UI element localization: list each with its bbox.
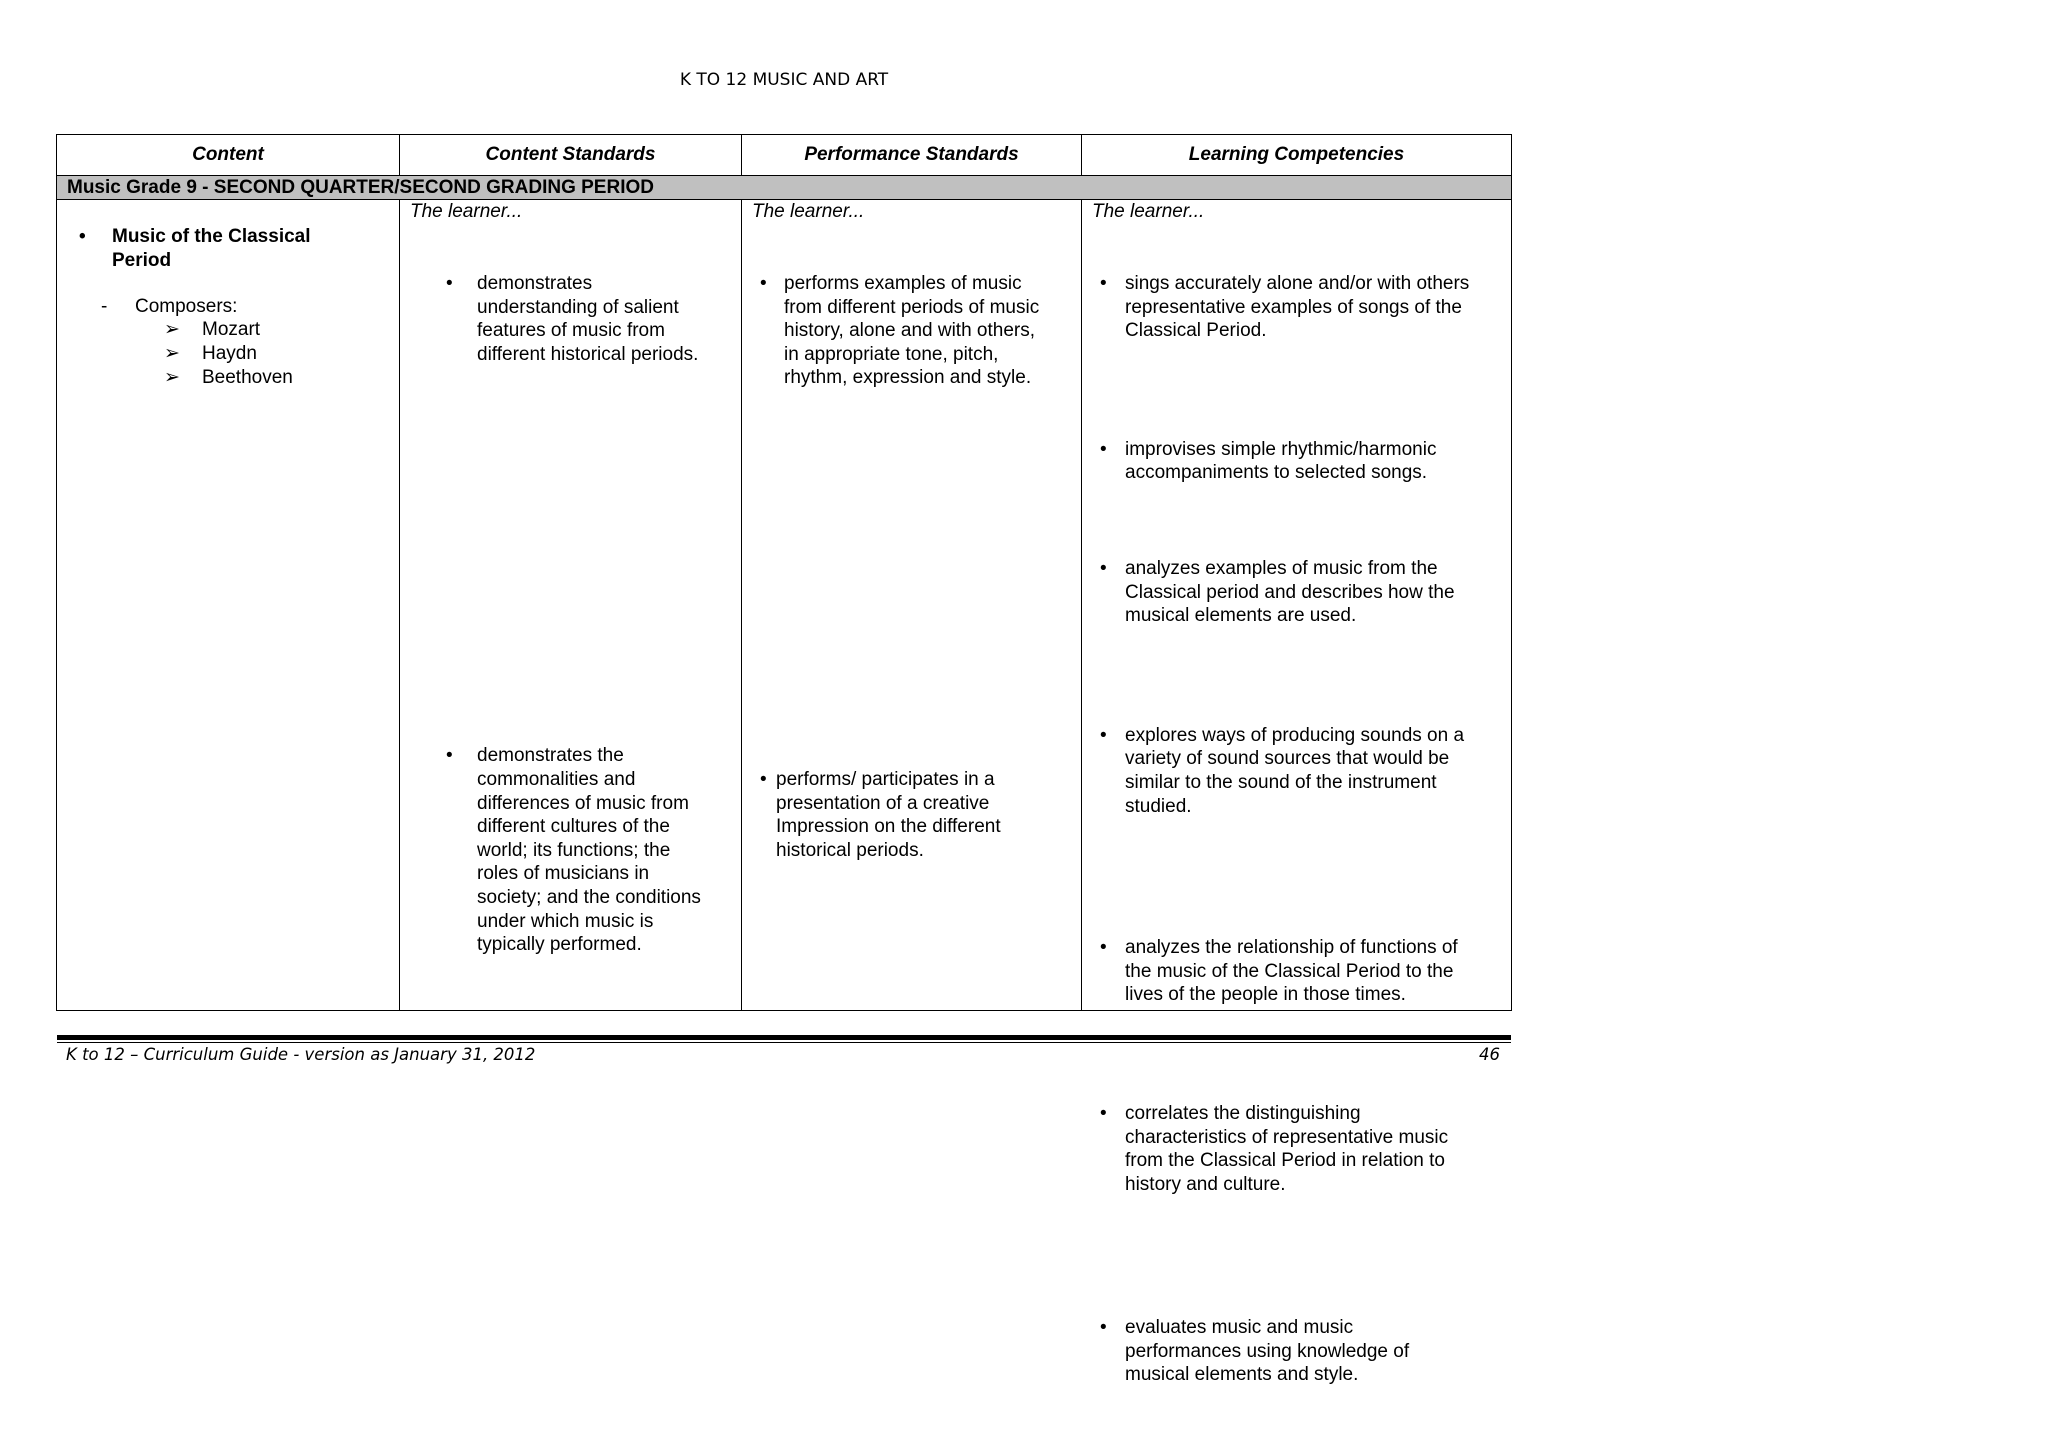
performance-standard-item <box>760 768 1099 862</box>
composer-item <box>164 318 260 342</box>
composer-name: Mozart <box>202 319 261 340</box>
text-line: analyzes examples of music from the <box>1125 557 1438 579</box>
performance-standards-cell <box>742 200 1082 1011</box>
text-line: musical elements are used. <box>1125 605 1357 627</box>
text-line: performances using knowledge of <box>1125 1340 1410 1362</box>
text-line: accompaniments to selected songs. <box>1125 462 1428 484</box>
performance-standard-item <box>760 272 1099 390</box>
text-line: representative examples of songs of the <box>1125 296 1462 318</box>
text-line: Classical Period. <box>1125 320 1267 342</box>
content-standard-item <box>446 272 787 366</box>
text-line: differences of music from <box>477 792 689 814</box>
text-line: Impression on the different <box>776 816 1001 838</box>
text-line: demonstrates <box>477 273 593 294</box>
composer-item <box>164 342 257 366</box>
bullet-icon: • <box>1100 1317 1107 1339</box>
text-line: society; and the conditions <box>477 886 701 908</box>
column-header-content-standards: Content Standards <box>400 135 742 176</box>
text-line: lives of the people in those times. <box>1125 984 1406 1006</box>
competency-item <box>1100 438 1529 485</box>
text-line: sings accurately alone and/or with others <box>1125 273 1470 294</box>
text-line: performs examples of music <box>784 273 1022 294</box>
footer-divider-thin <box>57 1042 1511 1043</box>
text-line: variety of sound sources that would be <box>1125 748 1450 770</box>
text-line: history, alone and with others, <box>784 320 1036 342</box>
header-row <box>57 135 1512 176</box>
text-line: features of music from <box>477 320 665 342</box>
bullet-icon: • <box>1100 557 1107 579</box>
footer-version: K to 12 – Curriculum Guide - version as January 31, 2012 <box>66 1045 536 1064</box>
arrow-bullet-icon: ➢ <box>164 343 180 364</box>
bullet-icon: • <box>79 226 86 247</box>
content-row <box>57 200 1512 1011</box>
text-line: different historical periods. <box>477 343 699 365</box>
text-line: evaluates music and music <box>1125 1317 1354 1339</box>
text-line: analyzes the relationship of functions of <box>1125 937 1458 959</box>
text-line: different cultures of the <box>477 816 670 838</box>
learner-label: The learner... <box>752 201 865 222</box>
composer-name: Haydn <box>202 343 257 364</box>
text-line: history and culture. <box>1125 1173 1286 1195</box>
composer-name: Beethoven <box>202 367 293 388</box>
text-line: understanding of salient <box>477 296 679 318</box>
bullet-icon: • <box>1100 273 1107 294</box>
competency-item <box>1100 557 1529 628</box>
competency-item <box>1100 936 1529 1007</box>
text-line: musical elements and style. <box>1125 1364 1359 1386</box>
composers-label-text: Composers: <box>135 296 238 317</box>
learner-label: The learner... <box>410 201 523 222</box>
bullet-icon: • <box>1100 438 1107 460</box>
column-header-learning-competencies: Learning Competencies <box>1082 135 1512 176</box>
bullet-icon: • <box>446 273 453 294</box>
bullet-icon: • <box>1100 1102 1107 1124</box>
text-line: similar to the sound of the instrument <box>1125 771 1437 793</box>
text-line: studied. <box>1125 795 1192 817</box>
text-line: improvises simple rhythmic/harmonic <box>1125 438 1437 460</box>
text-line: the music of the Classical Period to the <box>1125 960 1454 982</box>
arrow-bullet-icon: ➢ <box>164 367 180 388</box>
dash-icon: - <box>101 296 108 317</box>
arrow-bullet-icon: ➢ <box>164 319 180 340</box>
text-line: performs/ participates in a <box>776 768 995 790</box>
bullet-icon: • <box>760 273 767 294</box>
content-standards-cell <box>400 200 742 1011</box>
text-line: demonstrates the <box>477 745 624 767</box>
text-line: from the Classical Period in relation to <box>1125 1150 1445 1172</box>
text-line: typically performed. <box>477 934 642 956</box>
text-line: under which music is <box>477 910 654 932</box>
bullet-icon: • <box>1100 937 1107 959</box>
competency-item <box>1100 1316 1529 1387</box>
content-topic <box>79 225 379 272</box>
composer-item <box>164 366 293 390</box>
text-line: roles of musicians in <box>477 863 650 885</box>
text-line: in appropriate tone, pitch, <box>784 343 999 365</box>
text-line: from different periods of music <box>784 296 1040 318</box>
competency-item <box>1100 724 1529 818</box>
composers-label <box>101 295 237 319</box>
text-line: characteristics of representative music <box>1125 1126 1449 1148</box>
text-line: Classical period and describes how the <box>1125 581 1455 603</box>
text-line: correlates the distinguishing <box>1125 1102 1361 1124</box>
content-topic-line: Period <box>112 249 172 271</box>
bullet-icon: • <box>446 745 453 767</box>
text-line: commonalities and <box>477 768 636 790</box>
content-cell <box>57 200 400 1011</box>
page-number: 46 <box>1479 1045 1500 1064</box>
text-line: presentation of a creative <box>776 792 990 814</box>
content-topic-line: Music of the Classical <box>112 226 311 247</box>
text-line: historical periods. <box>776 839 924 861</box>
footer-divider <box>57 1035 1511 1040</box>
bullet-icon: • <box>760 768 767 790</box>
competency-item <box>1100 272 1529 343</box>
grade-period-label: Music Grade 9 - SECOND QUARTER/SECOND GRADING PERIOD <box>57 176 1512 200</box>
column-header-performance-standards: Performance Standards <box>742 135 1082 176</box>
content-standard-item <box>446 744 787 956</box>
text-line: explores ways of producing sounds on a <box>1125 724 1465 746</box>
column-header-content: Content <box>57 135 400 176</box>
grade-period-row <box>57 176 1512 200</box>
competency-item <box>1100 1102 1529 1196</box>
bullet-icon: • <box>1100 724 1107 746</box>
text-line: world; its functions; the <box>477 839 671 861</box>
learner-label: The learner... <box>1092 201 1205 222</box>
text-line: rhythm, expression and style. <box>784 367 1032 389</box>
page-header: K TO 12 MUSIC AND ART <box>679 70 889 90</box>
